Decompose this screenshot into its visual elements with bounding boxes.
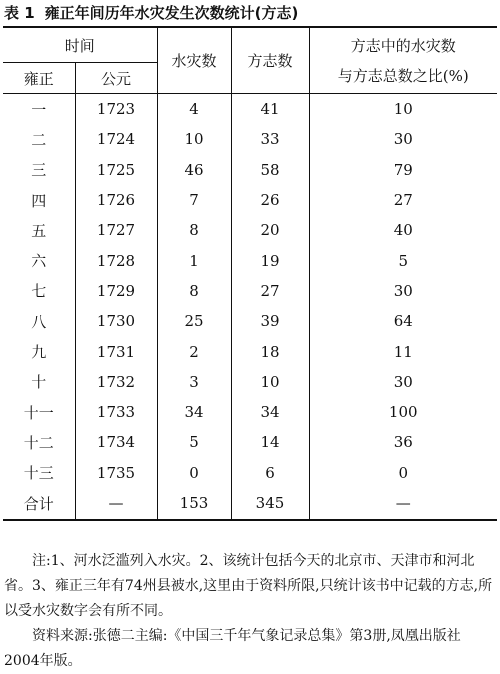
- cell-year: 1732: [75, 367, 157, 397]
- cell-year: 1733: [75, 397, 157, 427]
- note-text: 注:1、河水泛滥列入水灾。2、该统计包括今天的北京市、天津市和河北省。3、雍正三年有74州县被水,这里由于资料所限,只统计该书中记载的方志,所以受水灾数字会有所不同。: [4, 553, 493, 619]
- cell-reign: 六: [3, 245, 75, 275]
- cell-flood: 4: [157, 94, 231, 125]
- header-reign: 雍正: [3, 63, 75, 94]
- cell-reign: 合计: [3, 488, 75, 520]
- cell-reign: 十二: [3, 427, 75, 457]
- header-gazetteer-count: 方志数: [231, 27, 309, 94]
- table-row: [3, 306, 497, 336]
- table-row: [3, 458, 497, 488]
- cell-flood: 8: [157, 215, 231, 245]
- cell-flood: 3: [157, 367, 231, 397]
- header-flood-count: 水灾数: [157, 27, 231, 94]
- cell-reign: 二: [3, 124, 75, 154]
- cell-year: 1730: [75, 306, 157, 336]
- cell-ratio: 5: [398, 251, 409, 270]
- table-row: [3, 155, 497, 185]
- cell-ratio: 0: [398, 463, 409, 482]
- cell-total: 27: [231, 276, 309, 306]
- cell-ratio: 79: [393, 160, 413, 179]
- cell-ratio: 27: [393, 191, 413, 210]
- cell-flood: 7: [157, 185, 231, 215]
- header-ratio: [309, 27, 497, 94]
- cell-year: 1726: [75, 185, 157, 215]
- cell-total: 26: [231, 185, 309, 215]
- cell-year: 1728: [75, 245, 157, 275]
- table-row: [3, 245, 497, 275]
- cell-reign: 七: [3, 276, 75, 306]
- cell-year: 1725: [75, 155, 157, 185]
- cell-reign: 一: [3, 94, 75, 125]
- cell-total: 33: [231, 124, 309, 154]
- cell-reign: 九: [3, 336, 75, 366]
- cell-reign: 十三: [3, 458, 75, 488]
- table-notes: [4, 549, 496, 674]
- cell-flood: 1: [157, 245, 231, 275]
- cell-flood: 0: [157, 458, 231, 488]
- cell-reign: 十一: [3, 397, 75, 427]
- cell-ratio: 30: [393, 281, 413, 300]
- table-number: 表 1: [4, 4, 35, 22]
- header-time: 时间: [3, 27, 157, 63]
- header-ratio-line2: 与方志总数之比(%): [337, 66, 469, 85]
- cell-total: 41: [231, 94, 309, 125]
- header-year: 公元: [75, 63, 157, 94]
- table-row: [3, 367, 497, 397]
- cell-total: 14: [231, 427, 309, 457]
- cell-reign: 三: [3, 155, 75, 185]
- cell-year: 1724: [75, 124, 157, 154]
- cell-year: 1727: [75, 215, 157, 245]
- cell-ratio: 30: [393, 372, 413, 391]
- cell-flood: 5: [157, 427, 231, 457]
- cell-flood: 10: [157, 124, 231, 154]
- cell-ratio: 64: [393, 312, 413, 331]
- cell-total: 6: [231, 458, 309, 488]
- cell-year: 1723: [75, 94, 157, 125]
- cell-total: 39: [231, 306, 309, 336]
- cell-reign: 八: [3, 306, 75, 336]
- cell-year: 1731: [75, 336, 157, 366]
- cell-total: 10: [231, 367, 309, 397]
- header-ratio-line1: 方志中的水灾数: [350, 36, 456, 55]
- source-text: 资料来源:张德二主编:《中国三千年气象记录总集》第3册,凤凰出版社2004年版。: [4, 628, 461, 669]
- cell-reign: 四: [3, 185, 75, 215]
- cell-year: —: [75, 488, 157, 520]
- cell-flood: 25: [157, 306, 231, 336]
- cell-year: 1729: [75, 276, 157, 306]
- table-row: [3, 185, 497, 215]
- cell-total: 58: [231, 155, 309, 185]
- table-row: [3, 124, 497, 154]
- cell-ratio: 10: [393, 100, 413, 119]
- flood-statistics-table: [3, 26, 497, 521]
- cell-ratio: 36: [393, 433, 413, 452]
- table-row: [3, 94, 497, 125]
- table-title: 雍正年间历年水灾发生次数统计(方志): [44, 4, 299, 22]
- cell-total: 19: [231, 245, 309, 275]
- cell-flood: 46: [157, 155, 231, 185]
- table-row: [3, 397, 497, 427]
- cell-flood: 2: [157, 336, 231, 366]
- table-row: [3, 336, 497, 366]
- cell-flood: 153: [157, 488, 231, 520]
- table-row-total: [3, 488, 497, 520]
- cell-total: 345: [231, 488, 309, 520]
- cell-year: 1734: [75, 427, 157, 457]
- table-body: [3, 94, 497, 520]
- cell-flood: 34: [157, 397, 231, 427]
- cell-total: 20: [231, 215, 309, 245]
- cell-total: 34: [231, 397, 309, 427]
- cell-ratio: 40: [393, 221, 413, 240]
- cell-ratio: 30: [393, 130, 413, 149]
- table-row: [3, 427, 497, 457]
- cell-flood: 8: [157, 276, 231, 306]
- cell-reign: 十: [3, 367, 75, 397]
- table-row: [3, 215, 497, 245]
- table-row: [3, 276, 497, 306]
- table-caption: [4, 2, 298, 23]
- cell-ratio: —: [309, 488, 497, 520]
- cell-ratio: 100: [388, 403, 418, 422]
- cell-year: 1735: [75, 458, 157, 488]
- cell-total: 18: [231, 336, 309, 366]
- cell-ratio: 11: [393, 342, 413, 361]
- cell-reign: 五: [3, 215, 75, 245]
